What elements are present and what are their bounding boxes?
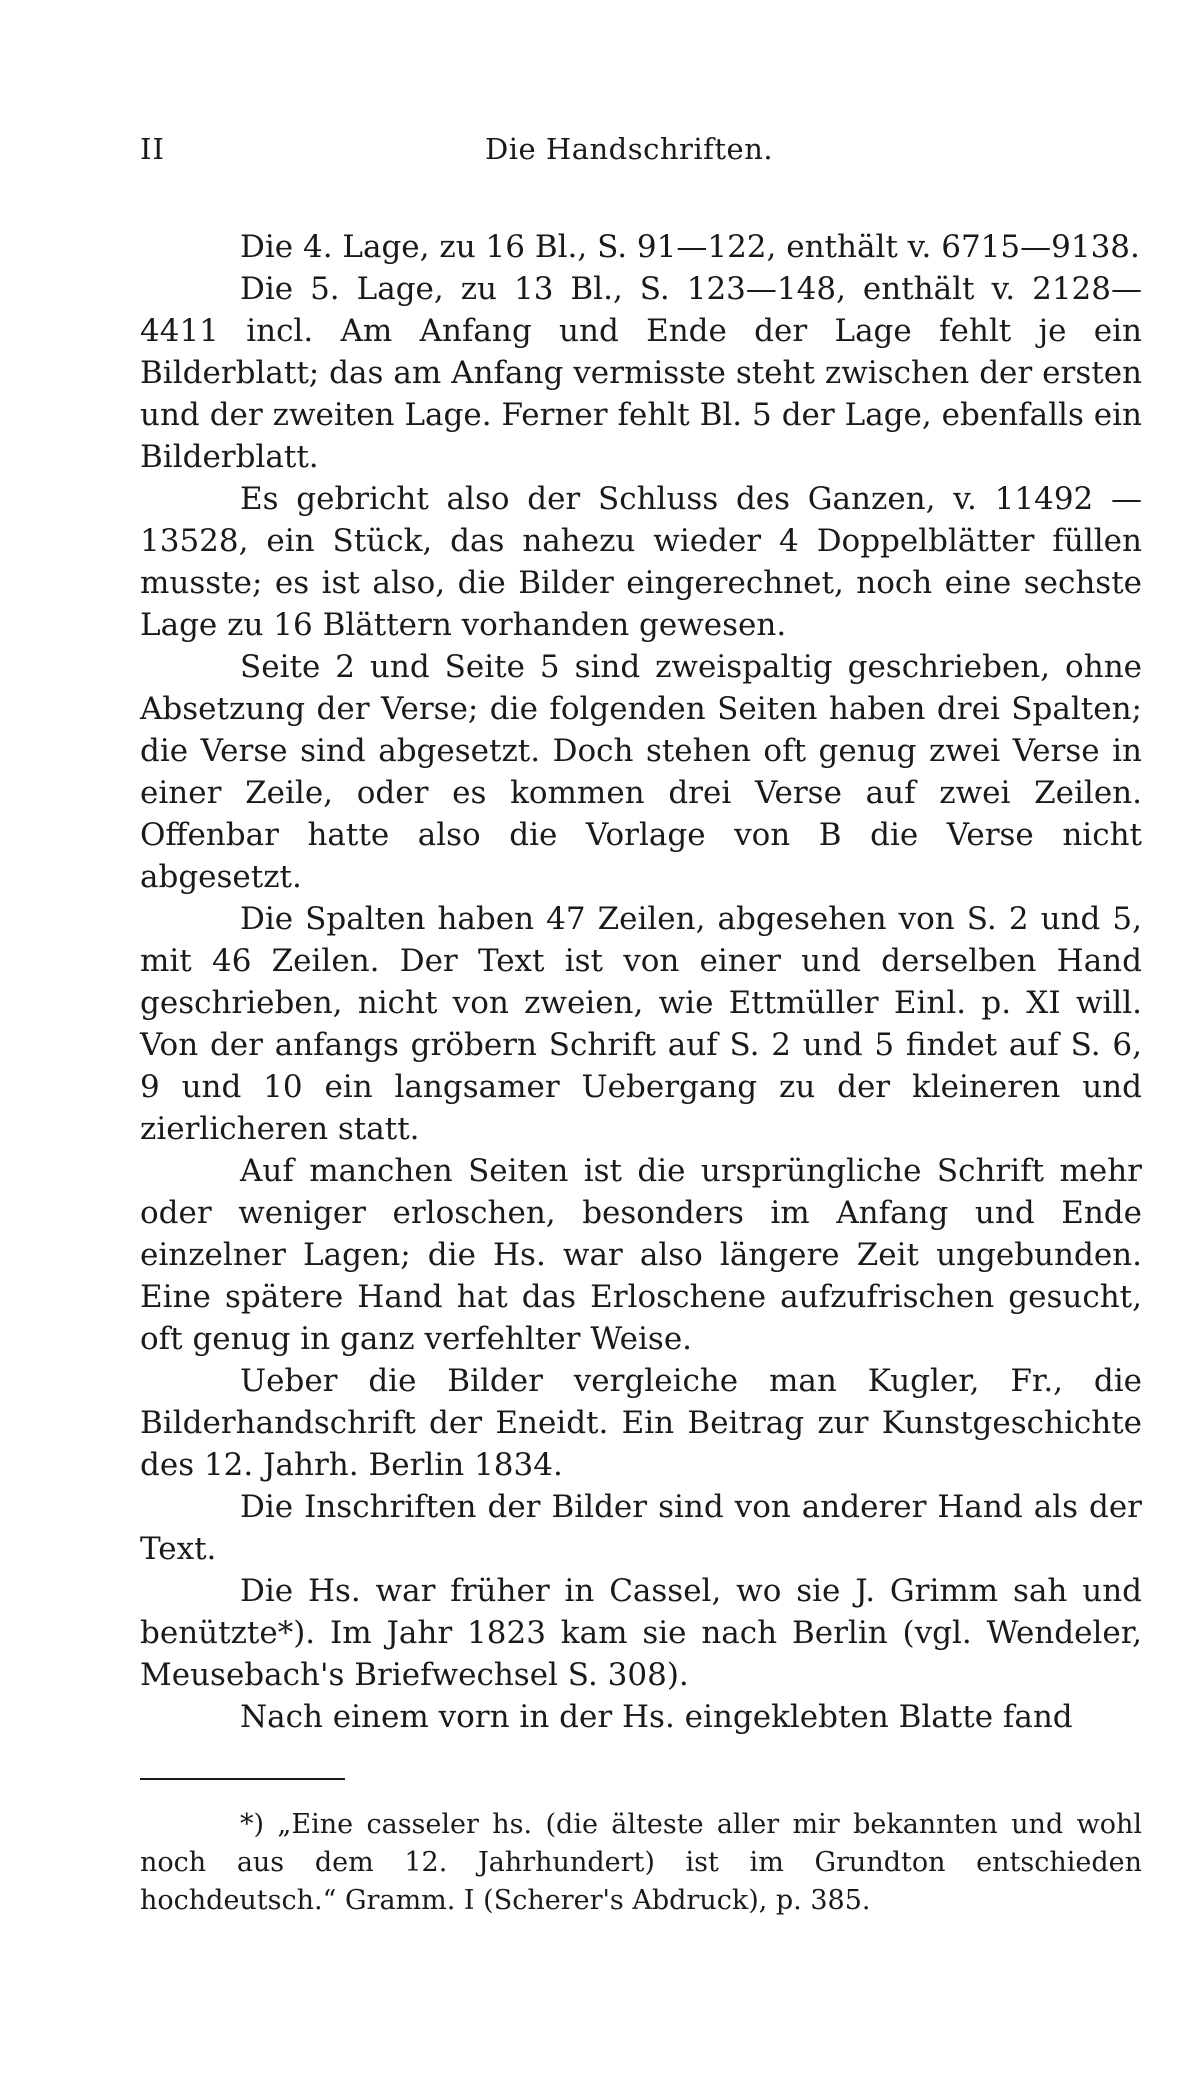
paragraph-bilder-kugler: Ueber die Bilder vergleiche man Kugler, Fr., die Bilderhandschrift der Eneidt. Ein Beitrag zur Kunstgeschichte des 12. Jahrh. Berlin 1834.	[140, 1363, 1142, 1483]
running-head	[140, 132, 1142, 178]
paragraph-zeilen-hand: Die Spalten haben 47 Zeilen, abgesehen von S. 2 und 5, mit 46 Zeilen. Der Text ist von einer und derselben Hand geschrieben, nicht von zweien, wie Ettmüller Einl. p. XI will. Von der anfangs gröbern Schrift auf S. 2 und 5 findet auf S. 6, 9 und 10 ein langsamer Uebergang zu der kleineren und zierlicheren statt.	[140, 901, 1142, 1147]
running-title: Die Handschriften.	[485, 132, 774, 166]
paragraph-spalten-verse: Seite 2 und Seite 5 sind zweispaltig geschrieben, ohne Absetzung der Verse; die folgenden Seiten haben drei Spalten; die Verse sind abgesetzt. Doch stehen oft genug zwei Verse in einer Zeile, oder es kommen drei Verse auf zwei Zeilen. Offenbar hatte also die Vorlage von B die Verse nicht abgesetzt.	[140, 649, 1142, 895]
paragraph-schluss: Es gebricht also der Schluss des Ganzen, v. 11492 —13528, ein Stück, das nahezu wieder 4 Doppelblätter füllen musste; es ist also, die Bilder eingerechnet, noch eine sechste Lage zu 16 Blättern vorhanden gewesen.	[140, 481, 1142, 643]
paragraph-erloschene-schrift: Auf manchen Seiten ist die ursprüngliche Schrift mehr oder weniger erloschen, besonders im Anfang und Ende einzelner Lagen; die Hs. war also längere Zeit ungebunden. Eine spätere Hand hat das Erloschene aufzufrischen gesucht, oft genug in ganz verfehlter Weise.	[140, 1153, 1142, 1357]
paragraph-lage-4: Die 4. Lage, zu 16 Bl., S. 91—122, enthält v. 6715—9138.	[240, 229, 1140, 265]
footnote	[140, 1806, 1142, 1920]
paragraph-inschriften: Die Inschriften der Bilder sind von anderer Hand als der Text.	[140, 1489, 1142, 1567]
paragraph-blatt: Nach einem vorn in der Hs. eingeklebten Blatte fand	[240, 1699, 1073, 1735]
page-number: II	[140, 132, 165, 166]
body-text	[140, 226, 1142, 1738]
footnote-text: *) „Eine casseler hs. (die älteste aller mir bekannten und wohl noch aus dem 12. Jahrhundert) ist im Grundton entschieden hochdeutsch.“ Gramm. I (Scherer's Abdruck), p. 385.	[140, 1809, 1142, 1916]
paragraph-lage-5: Die 5. Lage, zu 13 Bl., S. 123—148, enthält v. 2128—4411 incl. Am Anfang und Ende der Lage fehlt je ein Bilderblatt; das am Anfang vermisste steht zwischen der ersten und der zweiten Lage. Ferner fehlt Bl. 5 der Lage, ebenfalls ein Bilderblatt.	[140, 271, 1142, 475]
book-page	[140, 132, 1142, 1920]
footnote-divider	[140, 1778, 345, 1780]
paragraph-cassel-berlin: Die Hs. war früher in Cassel, wo sie J. Grimm sah und benützte*). Im Jahr 1823 kam sie nach Berlin (vgl. Wendeler, Meusebach's Briefwechsel S. 308).	[140, 1573, 1142, 1693]
